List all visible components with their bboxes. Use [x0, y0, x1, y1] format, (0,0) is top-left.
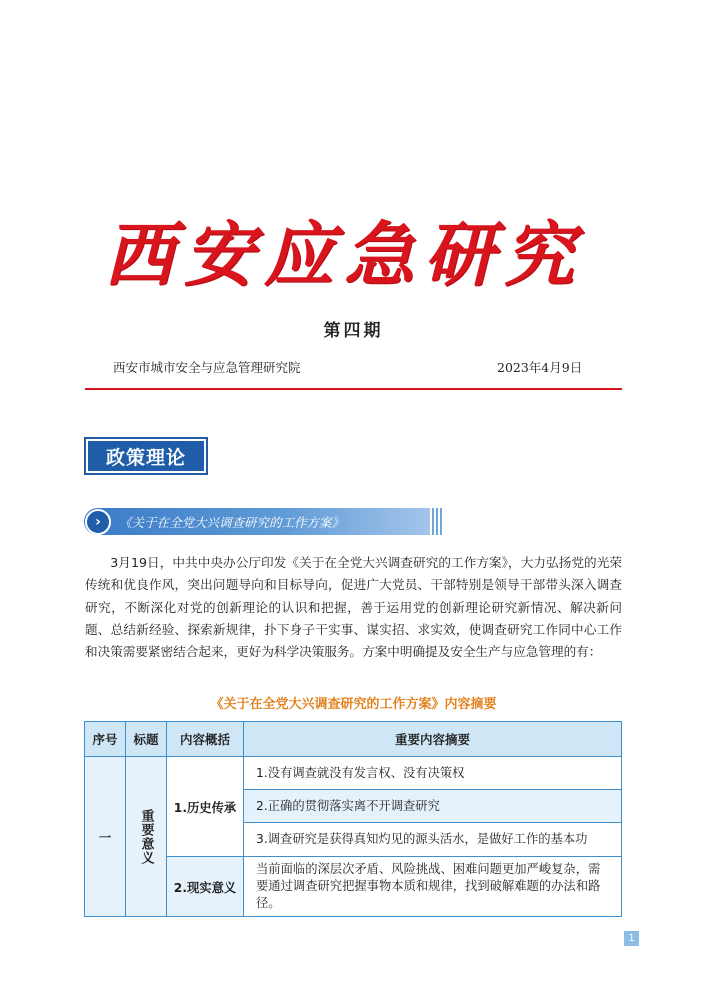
summary-table [84, 721, 622, 917]
header-seq: 序号 [85, 722, 126, 757]
detail-cell: 1.没有调查就没有发言权、没有决策权 [244, 757, 622, 790]
group-title-text: 重要意义 [138, 808, 154, 865]
issue-number: 第四期 [323, 321, 384, 341]
header-title: 标题 [126, 722, 167, 757]
seq-cell: 一 [85, 757, 126, 917]
detail-cell: 2.正确的贯彻落实离不开调查研究 [244, 790, 622, 823]
detail-cell: 3.调查研究是获得真知灼见的源头活水，是做好工作的基本功 [244, 823, 622, 857]
masthead-title: 西安应急研究 [104, 213, 584, 296]
group-title-cell [126, 757, 167, 917]
header-detail: 重要内容摘要 [244, 722, 622, 757]
detail-cell: 当前面临的深层次矛盾、风险挑战、困难问题更加严峻复杂，需要通过调查研究把握事物本质和规律，找到破解难题的办法和路径。 [244, 857, 622, 917]
article-banner-title: 《关于在全党大兴调查研究的工作方案》 [119, 514, 345, 530]
intro-paragraph: 3月19日，中共中央办公厅印发《关于在全党大兴调查研究的工作方案》，大力弘扬党的光荣传统和优良作风，突出问题导向和目标导向，促进广大党员、干部特别是领导干部带头深入调查研究，不断深化对党的创新理论的认识和把握，善于运用党的创新理论研究新情况、解决新问题、总结新经验、探索新规律，扑下身子干实事、谋实招、求实效，使调查研究工作同中心工作和决策需要紧密结合起来，更好为科学决策服务。方案中明确提及安全生产与应急管理的有： [85, 555, 622, 660]
organization-name: 西安市城市安全与应急管理研究院 [113, 360, 301, 375]
summary-cell-reality: 2.现实意义 [167, 857, 244, 917]
section-tag: 政策理论 [84, 437, 208, 475]
table-title: 《关于在全党大兴调查研究的工作方案》内容摘要 [210, 697, 497, 712]
table-row [85, 757, 622, 790]
header-divider [85, 388, 622, 390]
summary-cell-history: 1.历史传承 [167, 757, 244, 857]
header-summary: 内容概括 [167, 722, 244, 757]
chevron-right-icon: › [85, 509, 111, 535]
article-banner [84, 508, 442, 535]
banner-stripes [430, 508, 444, 535]
page-number: 1 [624, 931, 639, 946]
table-header-row [85, 722, 622, 757]
publication-date: 2023年4月9日 [497, 360, 583, 375]
